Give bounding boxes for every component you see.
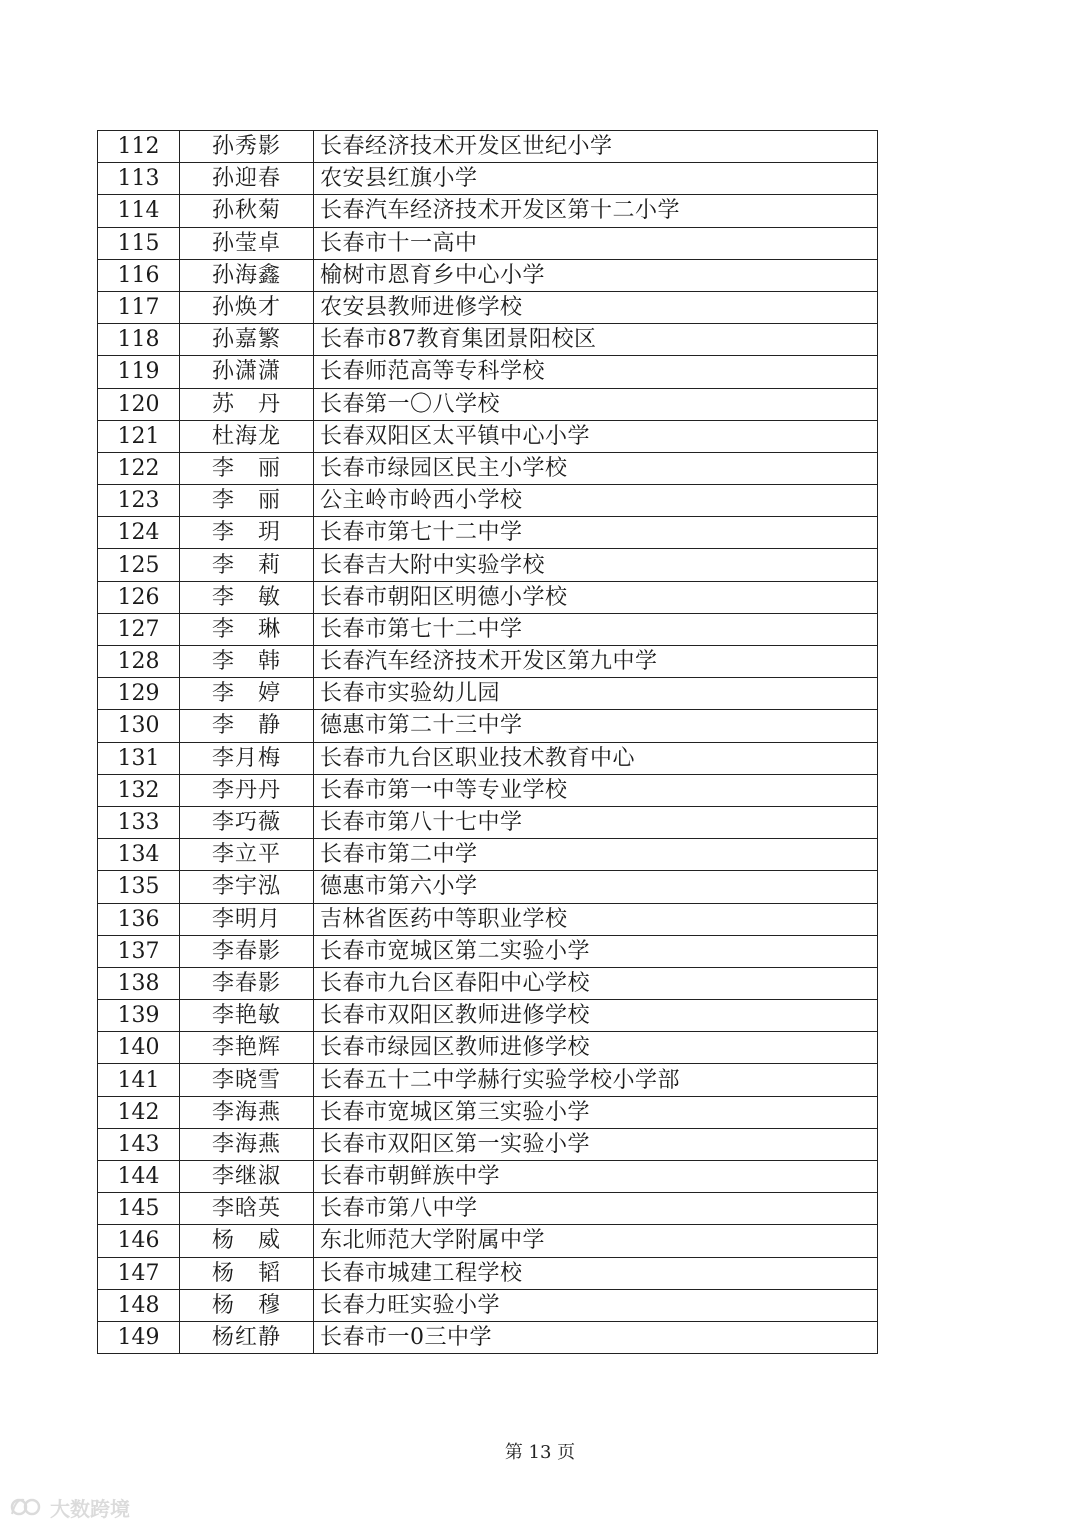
table-row	[98, 710, 878, 742]
school-name: 长春双阳区太平镇中心小学	[314, 420, 878, 452]
row-number: 139	[98, 1000, 180, 1032]
table-row	[98, 227, 878, 259]
row-number: 137	[98, 935, 180, 967]
row-number: 122	[98, 452, 180, 484]
school-name: 公主岭市岭西小学校	[314, 485, 878, 517]
teacher-name: 杨红静	[180, 1321, 314, 1353]
row-number: 136	[98, 903, 180, 935]
table-row	[98, 1128, 878, 1160]
teacher-name: 李 玥	[180, 517, 314, 549]
row-number: 126	[98, 581, 180, 613]
school-name: 长春市绿园区民主小学校	[314, 452, 878, 484]
teacher-name: 孙嘉繁	[180, 324, 314, 356]
page-number: 第 13 页	[504, 1442, 576, 1463]
teacher-name: 杨 韬	[180, 1257, 314, 1289]
teacher-name: 李 琳	[180, 613, 314, 645]
school-name: 长春第一〇八学校	[314, 388, 878, 420]
row-number: 127	[98, 613, 180, 645]
table-row	[98, 388, 878, 420]
table-row	[98, 291, 878, 323]
table-row	[98, 1161, 878, 1193]
table-row	[98, 742, 878, 774]
teacher-name: 孙秋菊	[180, 195, 314, 227]
row-number: 141	[98, 1064, 180, 1096]
row-number: 123	[98, 485, 180, 517]
roster-table	[97, 130, 878, 1354]
row-number: 146	[98, 1225, 180, 1257]
school-name: 长春市实验幼儿园	[314, 678, 878, 710]
school-name: 吉林省医药中等职业学校	[314, 903, 878, 935]
table-row	[98, 871, 878, 903]
table-row	[98, 420, 878, 452]
row-number: 133	[98, 806, 180, 838]
table-row	[98, 935, 878, 967]
school-name: 长春市绿园区教师进修学校	[314, 1032, 878, 1064]
teacher-name: 李春影	[180, 935, 314, 967]
table-row	[98, 131, 878, 163]
row-number: 132	[98, 774, 180, 806]
school-name: 长春经济技术开发区世纪小学	[314, 131, 878, 163]
school-name: 长春市城建工程学校	[314, 1257, 878, 1289]
table-row	[98, 485, 878, 517]
teacher-name: 李 丽	[180, 485, 314, 517]
school-name: 长春市第七十二中学	[314, 517, 878, 549]
table-row	[98, 356, 878, 388]
teacher-name: 李宇泓	[180, 871, 314, 903]
school-name: 长春市第八中学	[314, 1193, 878, 1225]
row-number: 118	[98, 324, 180, 356]
school-name: 德惠市第六小学	[314, 871, 878, 903]
row-number: 130	[98, 710, 180, 742]
table-row	[98, 1064, 878, 1096]
school-name: 长春市第一中等专业学校	[314, 774, 878, 806]
row-number: 140	[98, 1032, 180, 1064]
school-name: 长春力旺实验小学	[314, 1289, 878, 1321]
school-name: 长春市朝阳区明德小学校	[314, 581, 878, 613]
row-number: 125	[98, 549, 180, 581]
table-row	[98, 839, 878, 871]
teacher-name: 李晗英	[180, 1193, 314, 1225]
row-number: 116	[98, 259, 180, 291]
table-row	[98, 195, 878, 227]
row-number: 121	[98, 420, 180, 452]
teacher-name: 李 静	[180, 710, 314, 742]
teacher-name: 孙海鑫	[180, 259, 314, 291]
school-name: 长春市宽城区第二实验小学	[314, 935, 878, 967]
school-name: 长春市87教育集团景阳校区	[314, 324, 878, 356]
teacher-name: 李海燕	[180, 1128, 314, 1160]
school-name: 长春师范高等专科学校	[314, 356, 878, 388]
row-number: 129	[98, 678, 180, 710]
row-number: 119	[98, 356, 180, 388]
row-number: 138	[98, 967, 180, 999]
watermark	[10, 1492, 130, 1522]
school-name: 长春市宽城区第三实验小学	[314, 1096, 878, 1128]
school-name: 长春汽车经济技术开发区第九中学	[314, 646, 878, 678]
school-name: 长春市双阳区第一实验小学	[314, 1128, 878, 1160]
table-row	[98, 1032, 878, 1064]
teacher-name: 李春影	[180, 967, 314, 999]
table-row	[98, 678, 878, 710]
table-row	[98, 613, 878, 645]
table-row	[98, 646, 878, 678]
teacher-name: 李 莉	[180, 549, 314, 581]
teacher-name: 李海燕	[180, 1096, 314, 1128]
table-row	[98, 581, 878, 613]
teacher-name: 杨 威	[180, 1225, 314, 1257]
row-number: 135	[98, 871, 180, 903]
table-row	[98, 259, 878, 291]
teacher-name: 孙焕才	[180, 291, 314, 323]
school-name: 长春市九台区春阳中心学校	[314, 967, 878, 999]
teacher-name: 李 韩	[180, 646, 314, 678]
school-name: 长春市第二中学	[314, 839, 878, 871]
row-number: 120	[98, 388, 180, 420]
table-row	[98, 517, 878, 549]
teacher-name: 李 敏	[180, 581, 314, 613]
row-number: 149	[98, 1321, 180, 1353]
teacher-name: 苏 丹	[180, 388, 314, 420]
row-number: 147	[98, 1257, 180, 1289]
row-number: 148	[98, 1289, 180, 1321]
table-row	[98, 324, 878, 356]
teacher-name: 李月梅	[180, 742, 314, 774]
table-row	[98, 1193, 878, 1225]
row-number: 113	[98, 163, 180, 195]
teacher-name: 李明月	[180, 903, 314, 935]
school-name: 德惠市第二十三中学	[314, 710, 878, 742]
school-name: 长春市一0三中学	[314, 1321, 878, 1353]
row-number: 128	[98, 646, 180, 678]
row-number: 117	[98, 291, 180, 323]
teacher-name: 孙潇潇	[180, 356, 314, 388]
watermark-logo-icon	[10, 1494, 44, 1520]
teacher-name: 李艳敏	[180, 1000, 314, 1032]
teacher-name: 孙莹卓	[180, 227, 314, 259]
teacher-name: 李晓雪	[180, 1064, 314, 1096]
row-number: 112	[98, 131, 180, 163]
school-name: 长春市九台区职业技术教育中心	[314, 742, 878, 774]
row-number: 115	[98, 227, 180, 259]
school-name: 长春市双阳区教师进修学校	[314, 1000, 878, 1032]
school-name: 农安县红旗小学	[314, 163, 878, 195]
roster-body	[98, 131, 878, 1354]
table-row	[98, 1289, 878, 1321]
school-name: 长春汽车经济技术开发区第十二小学	[314, 195, 878, 227]
table-row	[98, 452, 878, 484]
school-name: 长春市第七十二中学	[314, 613, 878, 645]
watermark-text: 大数跨境	[50, 1496, 130, 1521]
table-row	[98, 967, 878, 999]
table-row	[98, 1257, 878, 1289]
school-name: 长春市十一高中	[314, 227, 878, 259]
table-row	[98, 1000, 878, 1032]
table-row	[98, 1225, 878, 1257]
school-name: 长春五十二中学赫行实验学校小学部	[314, 1064, 878, 1096]
teacher-name: 杨 穆	[180, 1289, 314, 1321]
table-row	[98, 806, 878, 838]
teacher-name: 李 丽	[180, 452, 314, 484]
teacher-name: 李继淑	[180, 1161, 314, 1193]
row-number: 144	[98, 1161, 180, 1193]
school-name: 长春市第八十七中学	[314, 806, 878, 838]
row-number: 131	[98, 742, 180, 774]
row-number: 124	[98, 517, 180, 549]
school-name: 长春吉大附中实验学校	[314, 549, 878, 581]
table-row	[98, 774, 878, 806]
school-name: 长春市朝鲜族中学	[314, 1161, 878, 1193]
teacher-name: 孙迎春	[180, 163, 314, 195]
table-row	[98, 549, 878, 581]
teacher-name: 李艳辉	[180, 1032, 314, 1064]
row-number: 143	[98, 1128, 180, 1160]
row-number: 145	[98, 1193, 180, 1225]
row-number: 134	[98, 839, 180, 871]
school-name: 农安县教师进修学校	[314, 291, 878, 323]
teacher-name: 杜海龙	[180, 420, 314, 452]
teacher-name: 李丹丹	[180, 774, 314, 806]
school-name: 东北师范大学附属中学	[314, 1225, 878, 1257]
table-row	[98, 1321, 878, 1353]
row-number: 142	[98, 1096, 180, 1128]
school-name: 榆树市恩育乡中心小学	[314, 259, 878, 291]
teacher-name: 李 婷	[180, 678, 314, 710]
table-row	[98, 1096, 878, 1128]
teacher-name: 孙秀影	[180, 131, 314, 163]
row-number: 114	[98, 195, 180, 227]
table-row	[98, 163, 878, 195]
teacher-name: 李立平	[180, 839, 314, 871]
table-row	[98, 903, 878, 935]
teacher-name: 李巧薇	[180, 806, 314, 838]
